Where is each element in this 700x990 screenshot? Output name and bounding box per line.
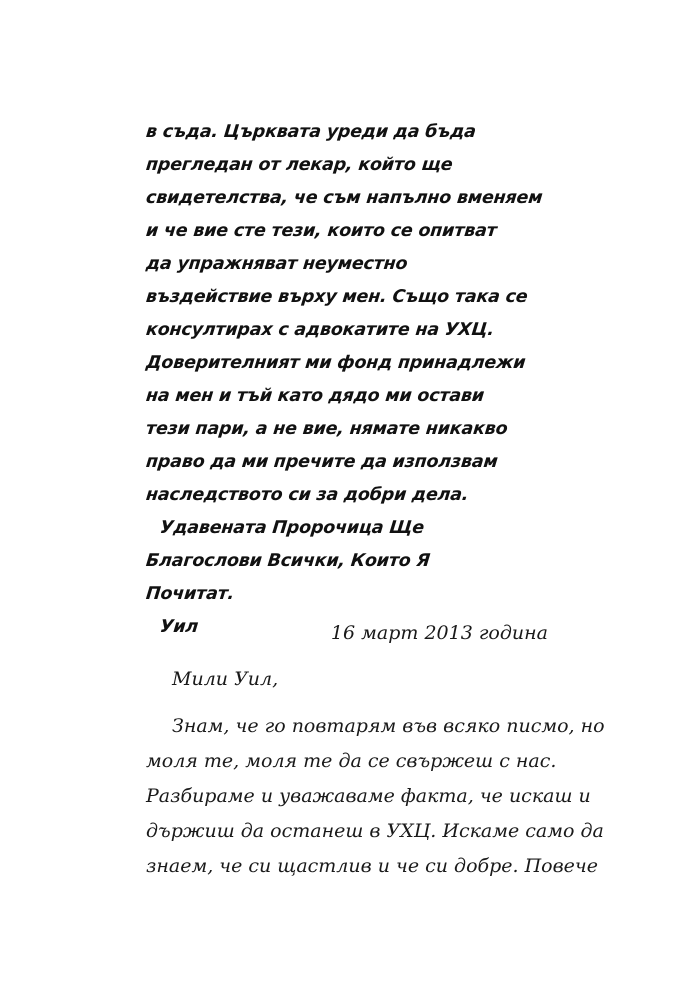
- letter-date: 16 март 2013 година: [330, 622, 548, 644]
- signoff-line: Благослови Всички, Които Я: [145, 551, 431, 571]
- handwritten-line: въздействие върху мен. Също така се: [145, 287, 529, 307]
- handwritten-line: консултирах с адвокатите на УХЦ.: [145, 320, 495, 340]
- handwritten-line: прегледан от лекар, който ще: [145, 155, 454, 175]
- handwritten-line: наследството си за добри дела.: [145, 485, 470, 505]
- body-line: Знам, че го повтарям във всяко писмо, но: [172, 715, 605, 737]
- handwritten-line: на мен и тъй като дядо ми остави: [145, 386, 485, 406]
- handwritten-line: и че вие сте тези, които се опитват: [145, 221, 498, 241]
- handwritten-line: Доверителният ми фонд принадлежи: [145, 353, 527, 373]
- handwritten-line: право да ми пречите да използвам: [145, 452, 499, 472]
- body-line: знаем, че си щастлив и че си добре. Повече: [146, 855, 598, 877]
- signoff-line: Почитат.: [145, 584, 236, 604]
- handwritten-line: тези пари, а не вие, нямате никакво: [145, 419, 509, 439]
- handwritten-letter: [146, 116, 566, 644]
- signature: Уил: [159, 617, 200, 637]
- letter-body: [146, 709, 605, 884]
- signoff-line: Удавената Пророчица Ще: [159, 518, 425, 538]
- handwritten-line: свидетелства, че съм напълно вменяем: [145, 188, 544, 208]
- letter-greeting: Мили Уил,: [172, 668, 279, 690]
- body-line: моля те, моля те да се свържеш с нас.: [146, 750, 557, 772]
- handwritten-line: в съда. Църквата уреди да бъда: [145, 122, 477, 142]
- handwritten-line: да упражняват неуместно: [145, 254, 409, 274]
- body-line: държиш да останеш в УХЦ. Искаме само да: [146, 820, 604, 842]
- body-line: Разбираме и уважаваме факта, че искаш и: [146, 785, 591, 807]
